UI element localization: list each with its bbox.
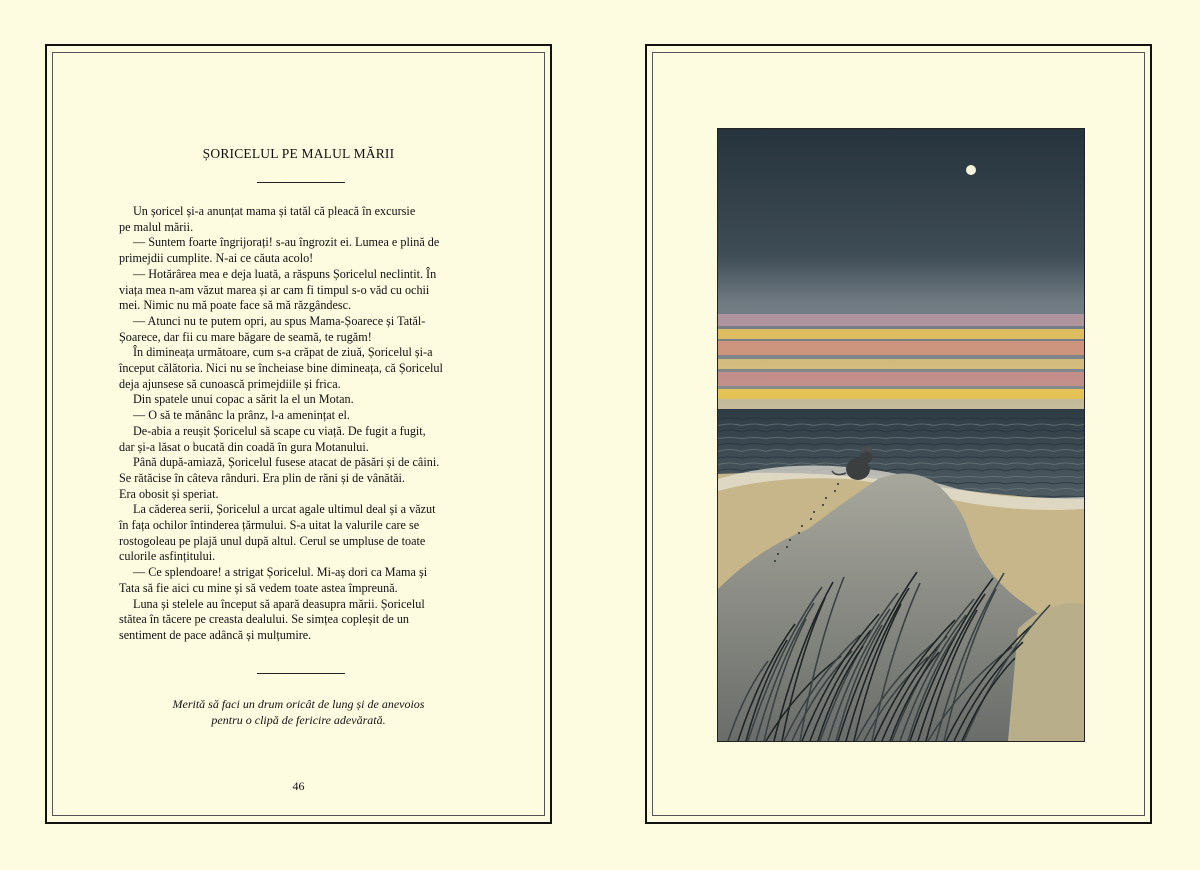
left-page [45,44,552,824]
story-line: Un șoricel și-a anunțat mama și tatăl că pleacă în excursie [133,204,416,218]
story-line: sentiment de pace adâncă și mulțumire. [119,627,312,642]
right-page [645,44,1152,824]
sunset-band [718,389,1084,399]
story-moral [107,696,490,728]
story-line: De-abia a reușit Șoricelul să scape cu viață. De fugit a fugit, [133,423,426,438]
story-line: În dimineața următoare, cum s-a crăpat de ziuă, Șoricelul și-a [133,345,433,360]
sunset-band [718,329,1084,339]
story-line: — Suntem foarte îngrijorați! s-au îngrozit ei. Lumea e plină de [133,235,440,250]
footprint [774,560,776,562]
story-line: — Atunci nu te putem opri, au spus Mama-Șoarece și Tatăl- [133,313,426,328]
story-line: Luna și stelele au început să apară deasupra mării. Șoricelul [133,596,425,611]
footprint [813,511,815,513]
moral-line: Merită să faci un drum oricât de lung și de anevoios [172,697,425,711]
story-line: — Ce splendoare! a strigat Șoricelul. Mi-aș dori ca Mama și [133,565,428,580]
moral-line: pentru o clipă de fericire adevărată. [211,713,386,727]
story-line: culorile asfințitului. [119,549,216,564]
footprint [825,497,827,499]
story-line: — O să te mănânc la prânz, l-a amenințat el. [133,408,350,423]
sunset-band [718,359,1084,369]
story-line: Până după-amiază, Șoricelul fusese atacat de păsări și de câini. [133,455,440,470]
footprint [798,532,800,534]
story-line: Tata să fie aici cu mine și să vedem toate astea împreună. [119,580,398,595]
story-line: rostogoleau pe plajă unul după altul. Cerul se umpluse de toate [119,533,426,548]
story-line: Se rătăcise în câteva rânduri. Era plin de răni și de vânătăi. [119,470,405,485]
moral-divider [257,673,345,674]
story-line: în fața ochilor întinderea țărmului. S-a uitat la valurile care se [119,518,420,533]
story-line: Era obosit și speriat. [119,486,219,501]
footprint [777,553,779,555]
moon [966,165,976,175]
footprint [801,525,803,527]
story-line: pe malul mării. [119,219,194,234]
story-line: La căderea serii, Șoricelul a urcat agale ultimul deal și a văzut [133,502,436,517]
story-line: primejdii cumplite. N-ai ce căuta acolo! [119,251,314,266]
story-line: dar și-a lăsat o bucată din coadă în gura Motanului. [119,439,369,454]
story-line: deja ajunsese să cunoască primejdiile și frica. [119,376,341,391]
story-title: ȘORICELUL PE MALUL MĂRII [202,146,395,161]
horizon-glow [718,399,1084,409]
story-line: Șoarece, dar fii cu mare băgare de seamă, te rugăm! [119,329,372,344]
story-line: mei. Nimic nu mă poate face să mă răzgândesc. [119,298,352,313]
story-line: Din spatele unui copac a sărit la el un Motan. [133,392,354,407]
illustration-svg [718,129,1084,741]
story-text [119,204,485,644]
footprint [786,546,788,548]
sunset-band [718,341,1084,355]
footprint [834,490,836,492]
footprint [810,518,812,520]
story-line: stătea în tăcere pe creasta dealului. Se simțea copleșit de un [119,612,410,627]
story-line: — Hotărârea mea e deja luată, a răspuns Șoricelul neclintit. În [133,266,437,281]
sunset-band [718,314,1084,326]
mouse-on-dune-illustration [717,128,1085,742]
footprint [822,504,824,506]
story-line: început călătoria. Nici nu se încheiase bine dimineața, că Șoricelul [119,361,443,376]
footprint [837,483,839,485]
sunset-band [718,372,1084,386]
story-line: viața mea n-am văzut marea și ar cam fi timpul s-o văd cu ochii [119,282,430,297]
title-divider [257,182,345,183]
footprint [789,539,791,541]
page-number: 46 [292,779,305,793]
